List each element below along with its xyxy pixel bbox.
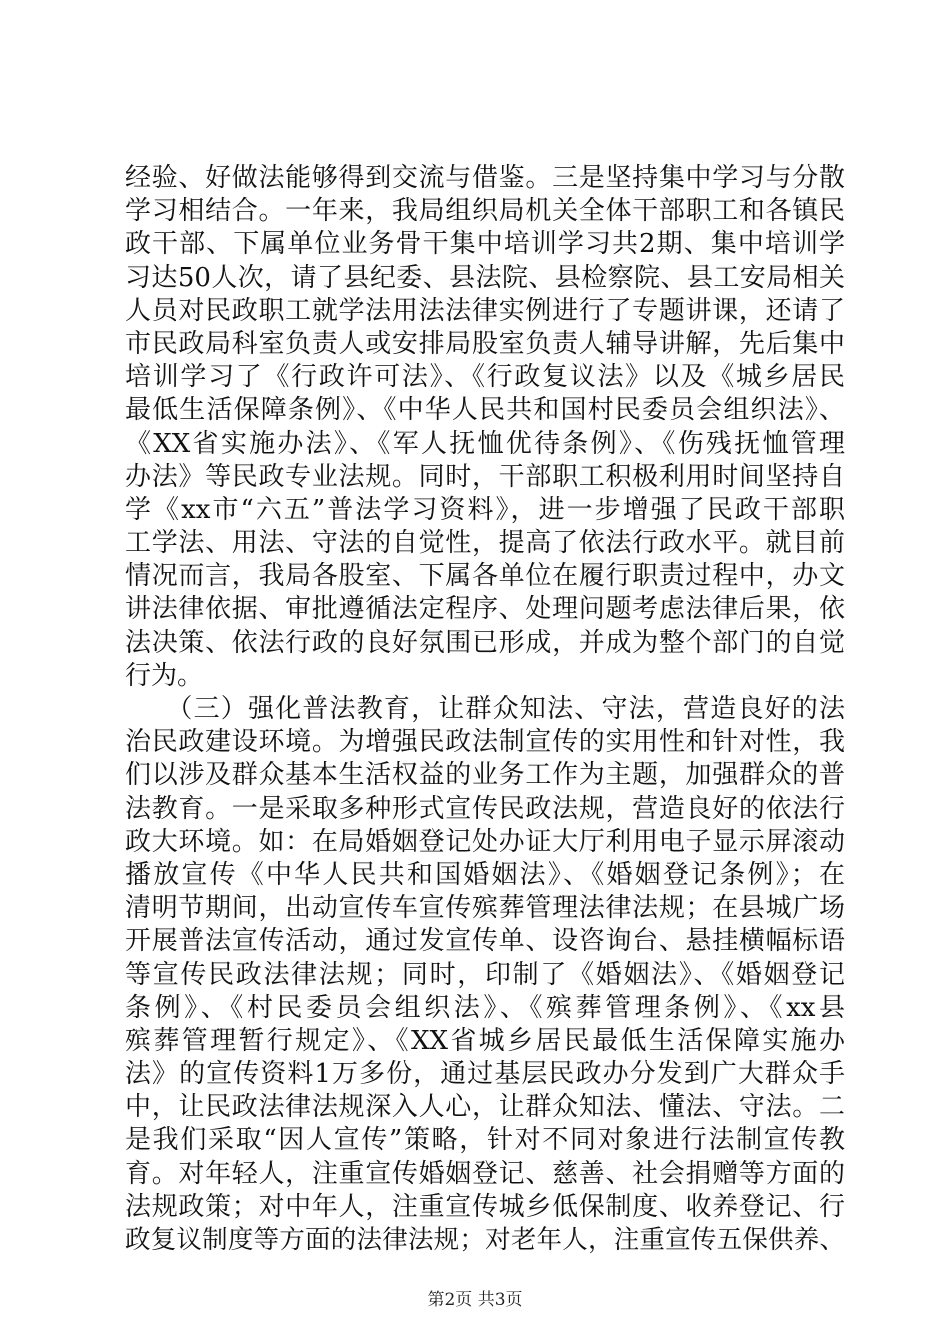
text-line: 学《xx市“六五”普法学习资料》，进一步增强了民政干部职 [125, 494, 845, 525]
page-number-footer: 第2页 共3页 [427, 1290, 523, 1310]
text-line: 等宣传民政法律法规；同时，印制了《婚姻法》、《婚姻登记 [125, 959, 845, 990]
text-line: 政大环境。如：在局婚姻登记处办证大厅利用电子显示屏滚动 [125, 826, 845, 857]
text-line: 讲法律依据、审批遵循法定程序、处理问题考虑法律后果，依 [125, 594, 845, 625]
text-line: 最低生活保障条例》、《中华人民共和国村民委员会组织法》、 [125, 395, 845, 426]
text-line: 《XX省实施办法》、《军人抚恤优待条例》、《伤残抚恤管理 [125, 428, 845, 459]
text-line: 法教育。一是采取多种形式宣传民政法规，营造良好的依法行 [125, 793, 845, 824]
text-line: 是我们采取“因人宣传”策略，针对不同对象进行法制宣传教 [125, 1125, 845, 1156]
text-line: 条例》、《村民委员会组织法》、《殡葬管理条例》、《xx县 [125, 992, 845, 1023]
text-line: （三）强化普法教育，让群众知法、守法，营造良好的法 [125, 694, 845, 724]
text-line: 清明节期间，出动宣传车宣传殡葬管理法律法规；在县城广场 [125, 893, 845, 924]
text-line: 政干部、下属单位业务骨干集中培训学习共2期、集中培训学 [125, 229, 845, 260]
text-line: 学习相结合。一年来，我局组织局机关全体干部职工和各镇民 [125, 196, 845, 227]
text-line: 法》的宣传资料1万多份，通过基层民政办分发到广大群众手 [125, 1059, 845, 1090]
text-line: 行为。 [125, 660, 204, 691]
text-line: 人员对民政职工就学法用法法律实例进行了专题讲课，还请了 [125, 295, 845, 326]
text-line: 法规政策；对中年人，注重宣传城乡低保制度、收养登记、行 [125, 1191, 845, 1222]
text-line: 开展普法宣传活动，通过发宣传单、设咨询台、悬挂横幅标语 [125, 926, 845, 957]
text-line: 殡葬管理暂行规定》、《XX省城乡居民最低生活保障实施办 [125, 1025, 845, 1056]
text-line: 工学法、用法、守法的自觉性，提高了依法行政水平。就目前 [125, 528, 845, 559]
text-line: 政复议制度等方面的法律法规；对老年人，注重宣传五保供养、 [125, 1225, 845, 1255]
text-line: 们以涉及群众基本生活权益的业务工作为主题，加强群众的普 [125, 760, 845, 791]
text-line: 播放宣传《中华人民共和国婚姻法》、《婚姻登记条例》；在 [125, 859, 845, 890]
text-line: 市民政局科室负责人或安排局股室负责人辅导讲解，先后集中 [125, 328, 845, 359]
paragraph-2 [125, 693, 845, 1257]
body-text [125, 162, 845, 1257]
text-line: 经验、好做法能够得到交流与借鉴。三是坚持集中学习与分散 [125, 163, 845, 193]
paragraph-1 [125, 162, 845, 693]
text-line: 办法》等民政专业法规。同时，干部职工积极利用时间坚持自 [125, 461, 845, 492]
text-line: 习达50人次，请了县纪委、县法院、县检察院、县工安局相关 [125, 262, 845, 293]
text-line: 治民政建设环境。为增强民政法制宣传的实用性和针对性，我 [125, 727, 845, 758]
text-line: 情况而言，我局各股室、下属各单位在履行职责过程中，办文 [125, 561, 845, 592]
text-line: 法决策、依法行政的良好氛围已形成，并成为整个部门的自觉 [125, 627, 845, 658]
text-line: 培训学习了《行政许可法》、《行政复议法》以及《城乡居民 [125, 362, 845, 393]
text-line: 育。对年轻人，注重宣传婚姻登记、慈善、社会捐赠等方面的 [125, 1158, 845, 1189]
text-line: 中，让民政法律法规深入人心，让群众知法、懂法、守法。二 [125, 1092, 845, 1123]
